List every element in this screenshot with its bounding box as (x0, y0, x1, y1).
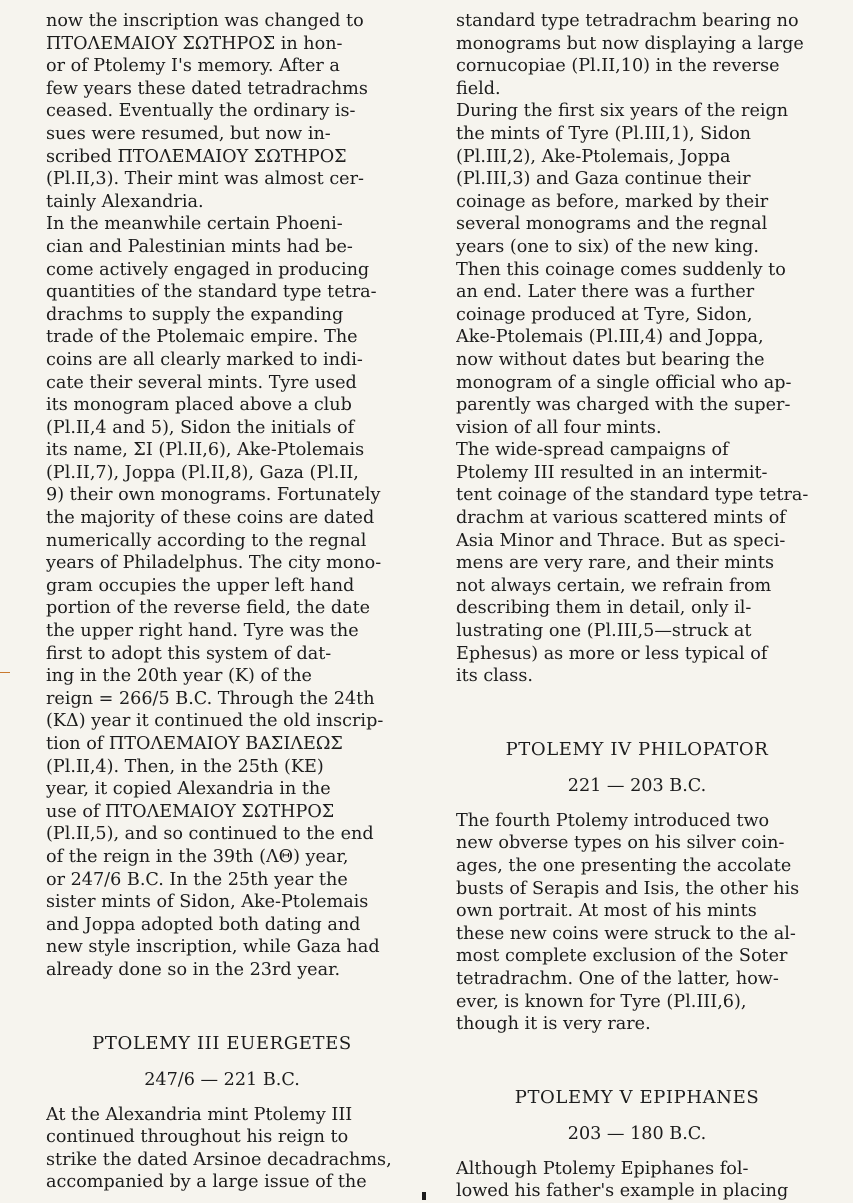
text-line: the upper right hand. Tyre was the (46, 621, 359, 642)
text-line: ΠΤΟΛΕΜΑΙΟΥ ΣΩΤΗΡΟΣ in hon- (46, 33, 343, 54)
text-line: coins are all clearly marked to indi- (46, 349, 363, 370)
text-line: ever, is known for Tyre (Pl.III,6), (456, 991, 747, 1012)
text-line: its monogram placed above a club (46, 395, 352, 416)
paragraph-phoenician-mints (46, 213, 398, 981)
text-line: quantities of the standard type tetra- (46, 282, 377, 303)
text-line: new obverse types on his silver coin- (456, 833, 785, 854)
text-line: The wide-spread campaigns of (456, 440, 729, 461)
text-line: cian and Palestinian mints had be- (46, 236, 353, 257)
right-column (456, 10, 818, 1203)
text-line: Ake-Ptolemais (Pl.III,4) and Joppa, (456, 327, 764, 348)
text-line: (Pl.III,3) and Gaza continue their (456, 169, 751, 190)
paragraph-first-six-years (456, 100, 818, 439)
text-line: gram occupies the upper left hand (46, 575, 355, 596)
page-marker (422, 1192, 426, 1200)
text-line: tion of ΠΤΟΛΕΜΑΙΟΥ ΒΑΣΙΛΕΩΣ (46, 734, 343, 754)
text-line: now without dates but bearing the (456, 349, 765, 370)
text-line: ing in the 20th year (K) of the (46, 666, 312, 687)
paragraph-campaigns (456, 439, 818, 688)
text-line: field. (456, 78, 501, 99)
text-line: ceased. Eventually the ordinary is- (46, 101, 356, 122)
text-line: mens are very rare, and their mints (456, 553, 775, 574)
text-line: parently was charged with the super- (456, 395, 791, 416)
text-line: years of Philadelphus. The city mono- (46, 553, 382, 574)
text-line: continued throughout his reign to (46, 1127, 349, 1148)
text-line: or 247/6 B.C. In the 25th year the (46, 869, 348, 890)
text-line: The fourth Ptolemy introduced two (456, 810, 770, 831)
text-line: Ephesus) as more or less typical of (456, 643, 768, 664)
text-line: ages, the one presenting the accolate (456, 856, 792, 876)
text-line: Then this coinage comes suddenly to (456, 259, 786, 280)
left-column (46, 10, 398, 1194)
text-line: tainly Alexandria. (46, 191, 204, 212)
text-line: few years these dated tetradrachms (46, 78, 368, 99)
text-line: numerically according to the regnal (46, 530, 367, 551)
text-line: cornucopiae (Pl.II,10) in the reverse (456, 56, 780, 77)
text-line: its class. (456, 666, 533, 687)
text-line: coinage as before, marked by their (456, 191, 769, 212)
text-line: During the first six years of the reign (456, 101, 789, 122)
section-dates-ptolemy-iii: 247/6 — 221 B.C. (144, 1069, 300, 1090)
text-line: reign = 266/5 B.C. Through the 24th (46, 688, 375, 709)
section-heading-ptolemy-iii: PTOLEMY III EUERGETES (92, 1032, 352, 1054)
text-line: its name, ΣΙ (Pl.II,6), Ake-Ptolemais (46, 440, 365, 461)
text-line: At the Alexandria mint Ptolemy III (46, 1104, 353, 1125)
text-line: an end. Later there was a further (456, 282, 755, 303)
text-line: portion of the reverse field, the date (46, 598, 371, 619)
text-line: year, it copied Alexandria in the (46, 779, 331, 800)
text-line: years (one to six) of the new king. (456, 236, 759, 257)
text-line: already done so in the 23rd year. (46, 959, 341, 980)
text-line: and Joppa adopted both dating and (46, 914, 361, 935)
text-line: new style inscription, while Gaza had (46, 937, 380, 958)
text-line: monogram of a single official who ap- (456, 372, 792, 393)
text-line: first to adopt this system of dat- (46, 643, 332, 664)
text-line: the mints of Tyre (Pl.III,1), Sidon (456, 123, 751, 144)
edge-mark (0, 672, 10, 673)
paragraph-alexandria-mint (46, 1104, 398, 1194)
text-line: sues were resumed, but now in- (46, 123, 331, 144)
text-line: drachms to supply the expanding (46, 304, 344, 325)
text-line: lustrating one (Pl.III,5—struck at (456, 621, 752, 642)
text-line: scribed ΠΤΟΛΕΜΑΙΟΥ ΣΩΤΗΡΟΣ (46, 146, 347, 167)
text-line: now the inscription was changed to (46, 11, 364, 31)
text-line: In the meanwhile certain Phoeni- (46, 214, 343, 235)
text-line: busts of Serapis and Isis, the other his (456, 878, 800, 899)
text-line: monograms but now displaying a large (456, 33, 804, 54)
text-line: lowed his father's example in placing (456, 1181, 789, 1202)
text-line: coinage produced at Tyre, Sidon, (456, 304, 753, 325)
text-line: the majority of these coins are dated (46, 508, 375, 529)
text-line: (Pl.III,2), Ake-Ptolemais, Joppa (456, 146, 731, 167)
paragraph-cornucopiae (456, 10, 818, 100)
text-line: 9) their own monograms. Fortunately (46, 485, 381, 506)
text-line: (Pl.II,7), Joppa (Pl.II,8), Gaza (Pl.II, (46, 462, 359, 483)
text-line: several monograms and the regnal (456, 214, 768, 235)
section-dates-ptolemy-v: 203 — 180 B.C. (567, 1123, 707, 1144)
text-line: cate their several mints. Tyre used (46, 372, 357, 393)
section-heading-ptolemy-v: PTOLEMY V EPIPHANES (514, 1086, 760, 1108)
text-line: come actively engaged in producing (46, 259, 370, 280)
text-line: or of Ptolemy I's memory. After a (46, 56, 340, 77)
paragraph-fourth-ptolemy (456, 810, 818, 1036)
text-line: tetradrachm. One of the latter, how- (456, 968, 779, 989)
paragraph-inscription (46, 10, 398, 213)
text-line: of the reign in the 39th (ΛΘ) year, (46, 846, 349, 867)
text-line: though it is very rare. (456, 1014, 651, 1035)
section-heading-ptolemy-iv: PTOLEMY IV PHILOPATOR (505, 738, 769, 760)
text-line: Asia Minor and Thrace. But as speci- (456, 530, 786, 551)
text-line: these new coins were struck to the al- (456, 923, 796, 944)
text-line: describing them in detail, only il- (456, 598, 752, 619)
text-line: most complete exclusion of the Soter (456, 946, 788, 967)
text-line: strike the dated Arsinoe decadrachms, (46, 1149, 392, 1170)
text-line: trade of the Ptolemaic empire. The (46, 327, 358, 348)
text-line: drachm at various scattered mints of (456, 508, 786, 529)
text-line: Although Ptolemy Epiphanes fol- (456, 1158, 749, 1179)
text-line: sister mints of Sidon, Ake-Ptolemais (46, 892, 369, 913)
paragraph-epiphanes (456, 1158, 818, 1203)
text-line: standard type tetradrachm bearing no (456, 11, 799, 31)
text-line: (Pl.II,5), and so continued to the end (46, 824, 374, 845)
text-line: (Pl.II,4 and 5), Sidon the initials of (46, 417, 355, 438)
text-line: not always certain, we refrain from (456, 575, 772, 596)
text-line: own portrait. At most of his mints (456, 901, 757, 922)
text-line: vision of all four mints. (456, 417, 662, 438)
text-line: tent coinage of the standard type tetra- (456, 485, 809, 506)
text-line: (ΚΔ) year it continued the old inscrip- (46, 711, 384, 732)
text-line: Ptolemy III resulted in an intermit- (456, 462, 768, 483)
text-line: (Pl.II,4). Then, in the 25th (KE) (46, 756, 324, 777)
text-line: (Pl.II,3). Their mint was almost cer- (46, 169, 364, 190)
text-line: accompanied by a large issue of the (46, 1172, 367, 1193)
section-dates-ptolemy-iv: 221 — 203 B.C. (567, 775, 707, 796)
text-line: use of ΠΤΟΛΕΜΑΙΟΥ ΣΩΤΗΡΟΣ (46, 801, 335, 822)
